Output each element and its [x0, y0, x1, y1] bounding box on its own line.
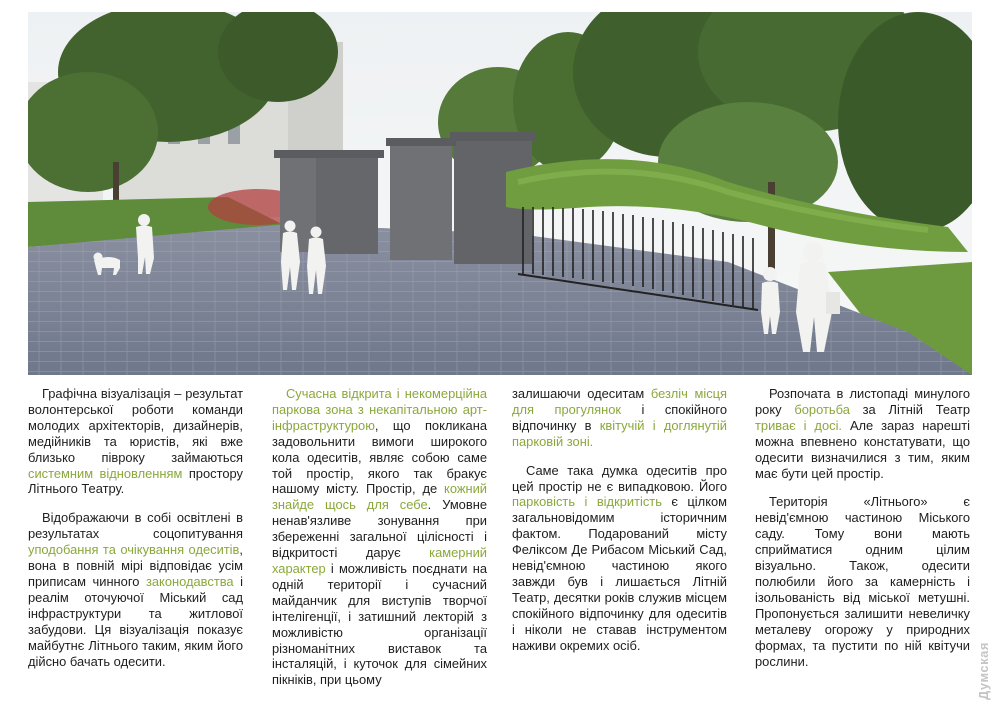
text-run: за Літній Театр [849, 401, 971, 417]
text-run: , що покликана задовольнити вимоги широкого кола одеситів, являє собою саме той простір, якого так бракує нашому місту. Простір, де [272, 417, 487, 497]
highlighted-phrase: парковість і відкритість [512, 494, 662, 510]
text-column-3 [512, 386, 727, 667]
paragraph [28, 510, 243, 669]
text-run: Відображаючи в собі освітлені в результатах соцопитування [28, 510, 243, 542]
text-run: і реалім оточуючої Міський сад інфраструктури та житлової забудови. Ця візуалізація показує майбутнє Літнього таким, яким його дійсно бачать одесити. [28, 573, 243, 669]
highlighted-phrase: камерний характер [272, 545, 487, 576]
paragraph [28, 386, 243, 497]
highlighted-phrase: безліч місця для прогулянок [512, 386, 727, 417]
paragraph [512, 386, 727, 450]
text-run: Але зараз нарешті можна впевнено констатувати, що одесити визначилися з тим, яким має бути цей простір. [755, 417, 970, 481]
text-run: , вона в повній мірі відповідає усім приписам чинного [28, 542, 243, 589]
text-column-1 [28, 386, 243, 682]
paragraph [272, 386, 487, 688]
text-run: Саме така думка одеситів про цей простір не є випадковою. Його [512, 462, 727, 494]
text-run: Територія «Літнього» є невід'ємною частиною Міського саду. Тому вони мають сприйматися одним цілим візуально. Також, одесити полюбили його за камерність і ізольованість від міської метушні. Пропонується залишити невеличку металеву огорожу у природних формах, та пустити по ній квітучи рослини. [755, 494, 970, 669]
paragraph [755, 494, 970, 669]
highlighted-phrase: боротьба [794, 401, 850, 417]
highlighted-phrase: триває і досі. [755, 417, 843, 433]
text-column-2 [272, 386, 487, 701]
watermark-logo: Думская [976, 642, 991, 700]
highlighted-phrase: системним відновленням [28, 465, 183, 481]
text-column-4 [755, 386, 970, 682]
park-visualization-image [28, 12, 972, 375]
text-run: і можливість поєднати на одній території і сучасний майданчик для виступів творчої інтелігенції, і затишний лекторій з можливістю організації різноманітних виставок та інсталяцій, і куточок для сімейних пікніків, при цьому [272, 560, 487, 688]
paragraph [755, 386, 970, 481]
text-run: залишаючи одеситам [512, 386, 651, 401]
text-run: і спокійного відпочинку в [512, 401, 727, 433]
highlighted-phrase: квітучій і доглянутій парковій зоні. [512, 417, 727, 449]
text-run: простору Літнього Театру. [28, 465, 243, 497]
highlighted-phrase: Сучасна відкрита і некомерційна паркова зона з некапітальною арт-інфраструктурою [272, 386, 487, 433]
highlighted-phrase: уподобання та очікування одеситів [28, 542, 240, 558]
text-run: Розпочата в листопаді минулого року [755, 386, 970, 417]
paragraph [512, 463, 727, 654]
highlighted-phrase: законодавства [145, 573, 234, 589]
text-run: . Умовне ненав'язливе зонування при збереженні загальної цілісності і відкритості дарує [272, 497, 487, 561]
text-run: Графічна візуалізація – результат волонтерської роботи команди молодих архітекторів, дизайнерів, медійників та юристів, які вже близько півроку займаються [28, 386, 243, 465]
text-run: є цілком загальновідомим історичним фактом. Подарований місту Феліксом Де Рибасом Міський Сад, невід'ємною частиною якого завжди був і лишається Літній Театр, десятки років служив місцем спокійного відпочинку для одеситів і ніколи не ставав інструментом наживи окремих осіб. [512, 494, 728, 653]
highlighted-phrase: кожний знайде щось для себе [272, 481, 487, 513]
